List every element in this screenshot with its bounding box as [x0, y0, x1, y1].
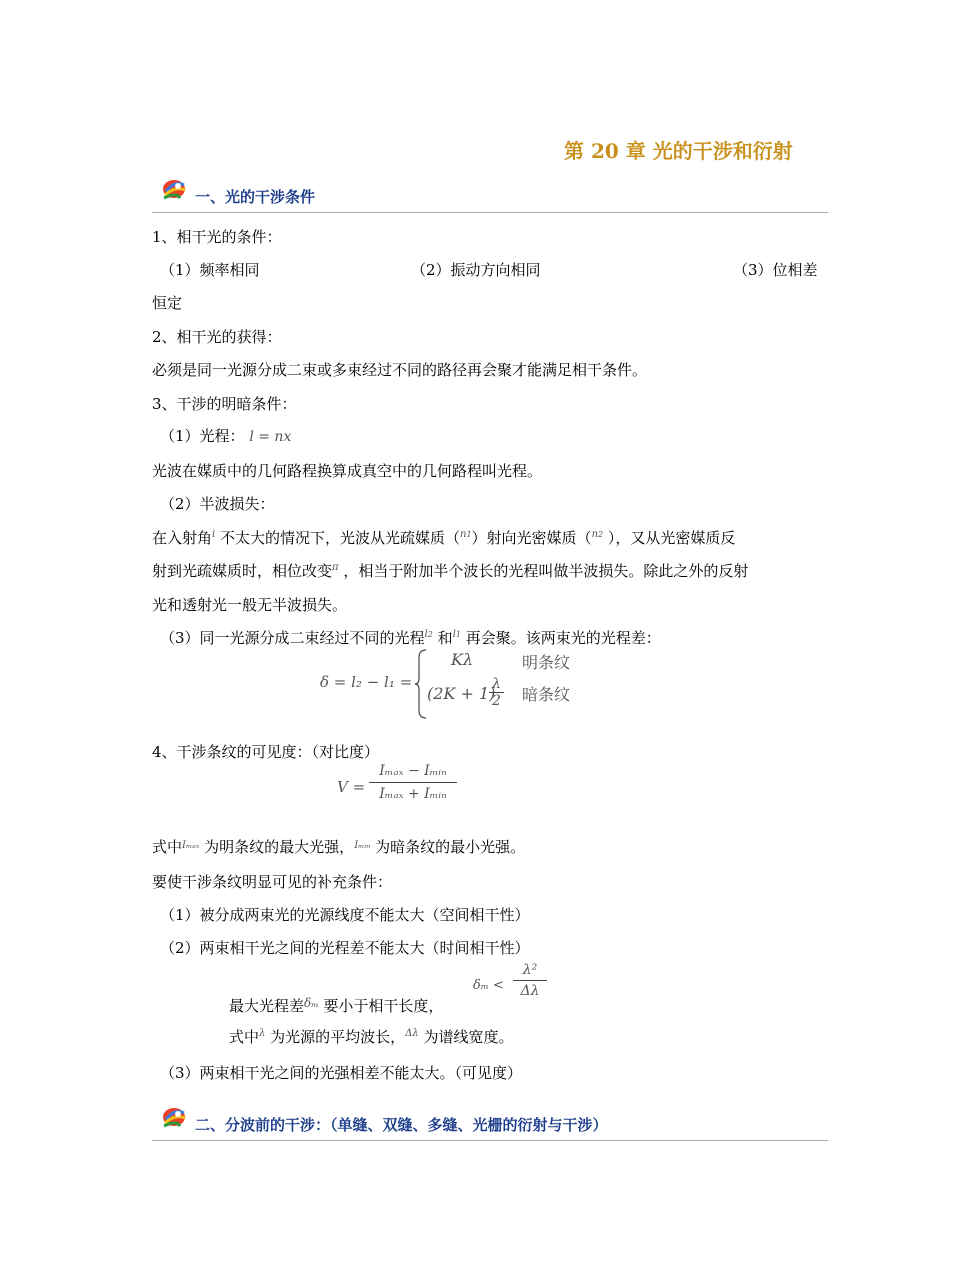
body-line: 必须是同一光源分成二束或多束经过不同的路径再会聚才能满足相干条件。	[152, 361, 648, 379]
body-text: 不太大的情况下，光波从光疏媒质（	[215, 529, 460, 547]
body-line	[229, 1026, 513, 1047]
formula-path-difference	[320, 648, 590, 720]
body-line	[229, 995, 443, 1016]
body-line	[152, 560, 748, 581]
symbol-imin: Iₘᵢₙ	[354, 840, 371, 851]
body-line: 2、相干光的获得：	[152, 328, 282, 346]
body-line: 恒定	[152, 294, 183, 312]
symbol-delta-lambda: Δλ	[405, 1028, 419, 1039]
formula-fraction: $\frac{\text{λ²}}{\Delta\lambda}$	[513, 962, 547, 999]
body-text: 再会聚。该两束光的光程差：	[460, 629, 661, 647]
body-line	[160, 627, 661, 648]
body-text: 在入射角	[152, 529, 213, 547]
formula-coherence	[473, 962, 553, 1012]
symbol-i: i	[212, 529, 216, 540]
formula-visibility	[337, 763, 467, 815]
formula-lhs: δₘ <	[473, 978, 504, 993]
formula-optical-path: l = nx	[249, 429, 292, 445]
body-text: ）射向光密媒质（	[471, 529, 592, 547]
symbol-lambda: λ	[259, 1028, 266, 1039]
body-text: 要小于相干长度，	[318, 997, 444, 1015]
body-text: ，相当于附加半个波长的光程叫做半波损失。除此之外的反射	[338, 562, 749, 580]
body-text: （3）同一光源分成二束经过不同的光程	[160, 629, 425, 647]
body-line	[152, 527, 735, 548]
body-text: 为暗条纹的最小光强。	[370, 838, 526, 856]
section-logo-icon	[160, 176, 190, 202]
body-line: （2）半波损失：	[160, 495, 275, 513]
section-heading-2	[152, 1104, 828, 1141]
section-heading-text: 一、光的干涉条件	[195, 188, 316, 206]
symbol-pi: π	[332, 562, 339, 573]
formula-dark-value: (2K + 1)	[427, 684, 496, 703]
body-line: 要使干涉条纹明显可见的补充条件：	[152, 873, 393, 891]
body-text: 式中	[152, 838, 183, 856]
body-line: （3）位相差	[733, 261, 818, 279]
body-line: 1、相干光的条件：	[152, 228, 282, 246]
body-text: 为谱线宽度。	[418, 1028, 514, 1046]
formula-bright-label: 明条纹	[522, 653, 571, 672]
formula-fraction: $\frac{\lambda}{2}$	[489, 676, 504, 709]
body-line: （1）被分成两束光的光源线度不能太大（空间相干性）	[160, 906, 530, 924]
body-line: （2）两束相干光之间的光程差不能太大（时间相干性）	[160, 939, 530, 957]
body-line: 光波在媒质中的几何路程换算成真空中的几何路程叫光程。	[152, 462, 543, 480]
body-line: 3、干涉的明暗条件：	[152, 395, 297, 413]
body-text: 和	[432, 629, 453, 647]
body-text: 为明条纹的最大光强，	[199, 838, 355, 856]
body-line: （1）频率相同	[160, 261, 260, 279]
section-heading-1	[152, 176, 828, 213]
symbol-l2: l2	[424, 629, 433, 640]
body-line: （2）振动方向相同	[411, 261, 541, 279]
formula-lhs: δ = l₂ − l₁ =	[320, 673, 413, 691]
formula-fraction: Iₘₐₓ − Iₘᵢₙ Iₘₐₓ + Iₘᵢₙ	[369, 763, 457, 802]
body-text: 最大光程差	[229, 997, 305, 1015]
formula-dark-label: 暗条纹	[522, 685, 571, 704]
body-text: 为光源的平均波长，	[265, 1028, 406, 1046]
page-title: 第 20 章 光的干涉和衍射	[564, 139, 793, 163]
body-line	[152, 836, 525, 857]
body-text: 式中	[229, 1028, 260, 1046]
body-line	[160, 425, 291, 446]
symbol-n1: n1	[460, 529, 472, 540]
brace-icon	[414, 648, 428, 720]
symbol-l1: l1	[452, 629, 461, 640]
symbol-delta-m: δₘ	[304, 996, 319, 1010]
section-logo-icon	[160, 1104, 190, 1130]
body-line: 光和透射光一般无半波损失。	[152, 596, 348, 614]
body-text: 射到光疏媒质时，相位改变	[152, 562, 333, 580]
body-text: （1）光程：	[160, 427, 245, 445]
body-line: 4、干涉条纹的可见度：（对比度）	[152, 743, 380, 761]
formula-bright-value: Kλ	[451, 650, 474, 669]
body-text: ），又从光密媒质反	[603, 529, 736, 547]
formula-lhs: V =	[337, 778, 366, 796]
symbol-imax: Iₘₐₓ	[182, 840, 200, 851]
body-line: （3）两束相干光之间的光强相差不能太大。（可见度）	[160, 1064, 523, 1082]
section-heading-text: 二、分波前的干涉：（单缝、双缝、多缝、光栅的衍射与干涉）	[195, 1116, 608, 1134]
symbol-n2: n2	[591, 529, 604, 540]
